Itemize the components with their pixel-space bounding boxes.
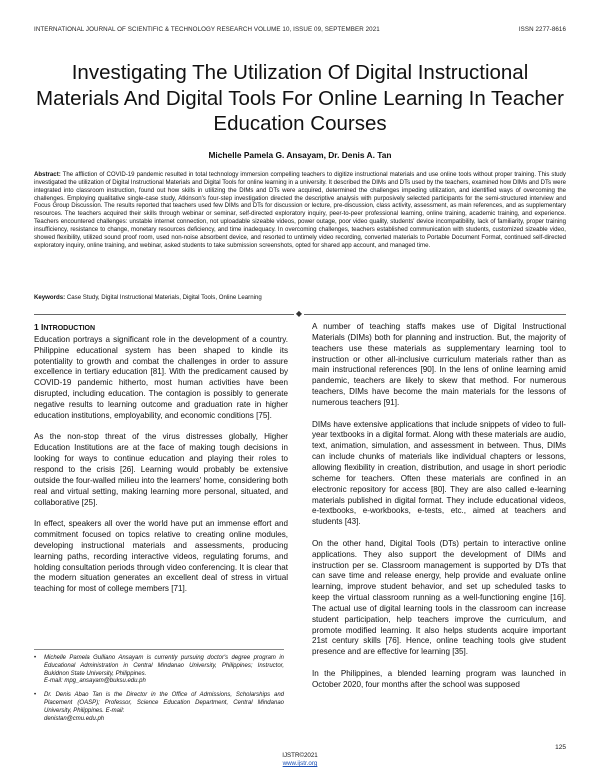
- footnote-divider: [34, 649, 284, 650]
- paragraph: Education portrays a significant role in the development of a country. Philippine educational system has been shaped to kindle its potentiality to growth and combat the challenges in order to assure excellence in tertiary education [81]. With the predicament caused by COVID-19 pandemic hitherto, most human activities have been disrupted, including education. The contagion is possibly to generate negative results to learning outcome and graduation rate in higher education institutions, employability, and economic conditions [75].: [34, 334, 288, 420]
- section-heading-introduction: [34, 322, 288, 335]
- keywords-text: Case Study, Digital Instructional Materials, Digital Tools, Online Learning: [66, 294, 262, 301]
- paragraph: DIMs have extensive applications that include snippets of video to full-year textbooks in a digital format. Along with these materials are audio, text, animation, simulation, and assessment in between. Thus, DIMs can include chunks of materials like individual chapters or lessons, allowing flexibility in creation, distribution, and usage in short periodic scheme for teachers. Often these materials are confined in an electronic repository for access [80]. They are also called e-learning materials published in digital format. They include educational videos, e-textbooks, e-workbooks, e-tests, etc., aimed at teachers and students [43].: [312, 419, 566, 527]
- page-number: 125: [555, 744, 566, 751]
- bullet-icon: •: [34, 692, 37, 699]
- page-footer: [0, 752, 600, 768]
- paragraph: In the Philippines, a blended learning program was launched in October 2020, four months after the school was supposed: [312, 669, 566, 689]
- section-number: 1: [34, 322, 41, 332]
- paper-title: Investigating The Utilization Of Digital Instructional Materials And Digital Tools For Online Learning In Teacher Education Courses: [36, 61, 564, 135]
- bullet-icon: •: [34, 655, 37, 661]
- section-heading-rest: NTRODUCTION: [43, 325, 96, 332]
- running-header: [34, 26, 566, 33]
- abstract-label: Abstract:: [34, 171, 61, 178]
- authors-line: Michelle Pamela G. Ansayam, Dr. Denis A. Tan: [208, 150, 392, 160]
- footnote: [34, 692, 284, 723]
- divider-ornament-icon: ◆: [295, 309, 303, 318]
- keywords-label: Keywords:: [34, 294, 66, 301]
- footer-copyright: IJSTR©2021: [282, 752, 318, 759]
- journal-header: INTERNATIONAL JOURNAL OF SCIENTIFIC & TECHNOLOGY RESEARCH VOLUME 10, ISSUE 09, SEPTEMBER 2021: [34, 26, 380, 33]
- paragraph: As the non-stop threat of the virus distresses globally, Higher Education Institutions are at the face of making tough decisions in looking for ways to continue education and playing their roles to respond to the crisis [26]. Learning would probably be extensive outside the four-walled milieu into the learners' home, considering both real and virtual setting, making learning more personal, situated, and collaborative [25].: [34, 432, 288, 507]
- paragraph: In effect, speakers all over the world have put an immense effort and commitment focused on topics relative to creating online modules, developing instructional materials and assessments, producing learning paths, recording interactive videos, regulating forums, and holding consultation periods through video conferencing. It is clear that the modern situation generates an excellent deal of stress in virtual teaching for most of college members [71].: [34, 519, 288, 594]
- keywords: [34, 294, 566, 301]
- footnote-email: denistan@cmu.edu.ph: [44, 715, 105, 722]
- section-heading-initial: I: [41, 322, 44, 332]
- footnote-email: E-mail: mpg_ansayam@buksu.edu.ph: [44, 678, 146, 685]
- footnote: [34, 655, 284, 686]
- footer-url-link[interactable]: www.ijstr.org: [282, 760, 318, 767]
- author-footnotes: [34, 655, 284, 729]
- paragraph: On the other hand, Digital Tools (DTs) pertain to interactive online applications. They also support the development of DIMs and instruction per se. Classroom management is supported by DTs that can save time and release energy, help provide and evaluate online learning, improve student behavior, and set up scheduled tasks to keep the virtual classroom running as a well-functioning engine [16]. The actual use of digital learning tools in the classroom can increase student participation, help teachers improve the curriculum, and promote modified learning. It also helps students acquire important 21st century skills [76]. Hence, online teaching tools give student presence and are effective for learning [35].: [312, 538, 566, 657]
- right-column: [312, 322, 566, 702]
- left-column: [34, 322, 288, 606]
- abstract-text: The affliction of COVID-19 pandemic resulted in total technology immersion compelling teachers to digitize instructional materials and use online tools without proper training. This study investigated the utilization of Digital Instructional Materials and Digital Tools for online learning in a university. It described the DIMs and DTs used by the teachers, examined how DIMs and DTs were integrated into classroom instruction, found out how skills in utilizing the DIMs and DTs were acquired, determined the challenges impeding utilization, and identified ways of overcoming the challenges. Employing qualitative single-case study, Atkinson's four-step investigation directed the descriptive analysis with purposively selected participants for the semi-structured interview and Focus Group Discussion. The results reported that teachers used few DIMs and DTs for discussion or lecture, pre-discussion, class activity, assessment, as main references, and as supplementary resources. The teachers acquired their skills through webinar or seminar, self-directed exploratory inquiry, peer-to-peer professional learning, online training, academic training, and experience. Teachers encountered challenges: unstable internet connection, not uploadable sizeable videos, power outage, poor video quality, students' device incompatibility, lack of familiarity, proper training insufficiency, resistance to change, monetary resources deficiency, and time inadequacy. In overcoming challenges, teachers established communication with students, customized sizeable video, showed flexibility, utilized sound proof room, used non-noise absorbent device, and resorted to untimely video recording, converted materials to Portable Document Format, continued self-directed exploratory inquiry, online training, and webinar, asked students to take submission screenshots, opted for shared app account, and managed time.: [34, 171, 566, 249]
- issn-header: ISSN 2277-8616: [518, 26, 566, 33]
- footnote-text: Dr. Denis Abao Tan is the Director in the Office of Admissions, Scholarships and Placement (OASP); Professor, Science Education Department, Central Mindanao University, Philippines. E-mail:: [44, 692, 284, 714]
- paragraph: A number of teaching staffs makes use of Digital Instructional Materials (DIMs) both for planning and instruction. But, the majority of teachers use these materials as supplementary learning tool to instruction or other all-inclusive curriculum materials rather than as main instructional references [90]. In the lens of online learning amid pandemic, teachers are likely to skew that method. For numerous teachers, DIMs have become the main materials for the lessons of numerous teachers [91].: [312, 322, 566, 407]
- footnote-text: Michelle Pamela Gulliano Ansayam is currently pursuing doctor's degree program in Educational Administration in Central Mindanao University, Philippines; Instructor, Bukidnon State University, Philippines.: [44, 655, 284, 677]
- abstract: [34, 171, 566, 249]
